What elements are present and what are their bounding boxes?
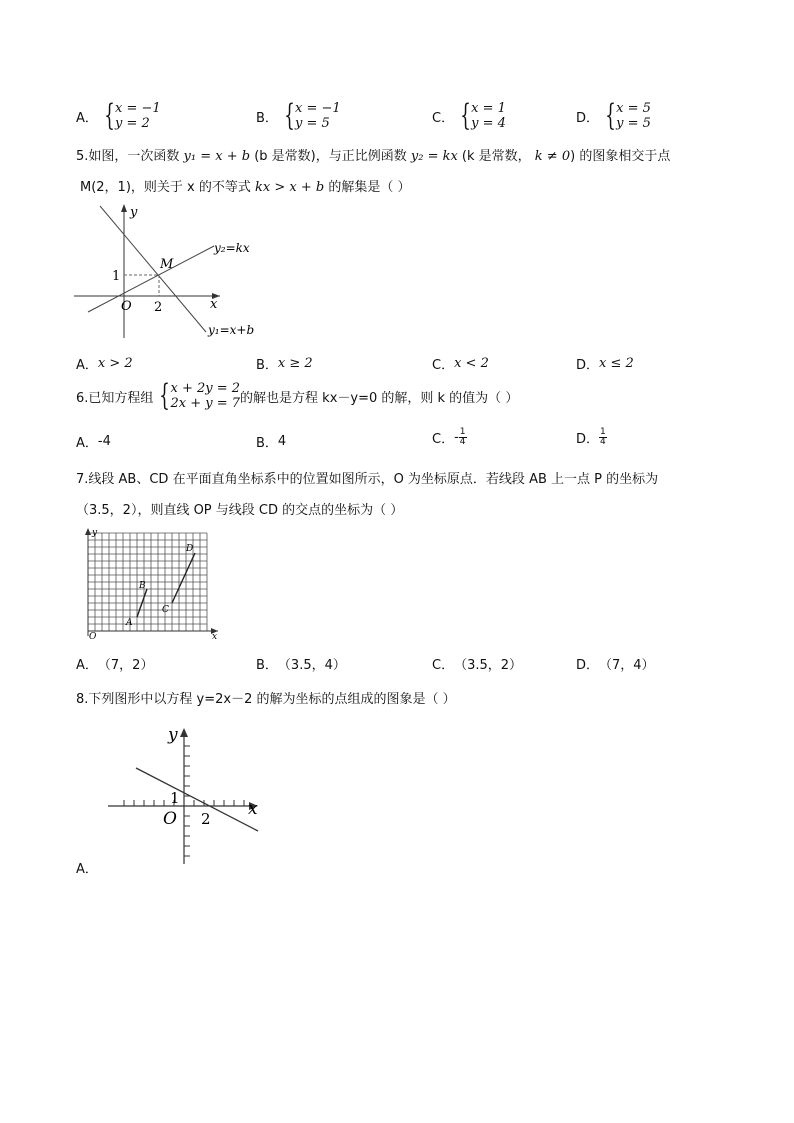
- option-label: A．: [76, 110, 98, 126]
- tick-x-label: 2: [201, 810, 211, 828]
- equation: 2x + y = 7: [170, 396, 241, 411]
- tick-y-label: 1: [170, 789, 180, 807]
- origin-label: O: [89, 632, 97, 642]
- q6-option-a[interactable]: A． -4: [76, 434, 111, 451]
- point-a-label: A: [126, 618, 133, 628]
- equation: y = 4: [471, 116, 506, 131]
- q4-option-c[interactable]: [432, 98, 506, 133]
- q7-stem-line1: 7.线段 AB、CD 在平面直角坐标系中的位置如图所示，O 为坐标原点．若线段 AB 上一点 P 的坐标为: [76, 472, 659, 487]
- point-c-label: C: [162, 605, 169, 615]
- equation: x + 2y = 2: [170, 381, 241, 396]
- equation: y = 5: [295, 116, 330, 131]
- q7-figure: [76, 526, 226, 644]
- y-axis-label: y: [92, 528, 98, 538]
- q7-option-d[interactable]: D． （7，4）: [576, 658, 655, 673]
- equation: x = −1: [295, 101, 341, 116]
- q5-option-c[interactable]: C． x < 2: [432, 356, 489, 373]
- q5-option-d[interactable]: D． x ≤ 2: [576, 356, 634, 373]
- brace-icon: {: [104, 98, 115, 133]
- q8-stem: 8.下列图形中以方程 y=2x－2 的解为坐标的点组成的图象是（ ）: [76, 692, 456, 707]
- q4-option-a[interactable]: [76, 98, 161, 133]
- y-axis-label: y: [168, 725, 178, 745]
- point-m-label: M: [160, 257, 174, 272]
- graph-line: [136, 768, 258, 831]
- equation: y = 5: [616, 116, 651, 131]
- q5-stem-line1: 5.如图，一次函数 y₁ = x + b (b 是常数)，与正比例函数 y₂ = kx (k 是常数， k ≠ 0) 的图象相交于点: [76, 149, 671, 164]
- q6-stem: 6.已知方程组 { x + 2y = 2 2x + y = 7 的解也是方程 kx－y=0 的解，则 k 的值为（ ）: [76, 378, 519, 413]
- equation: x = 1: [471, 101, 506, 116]
- q7-option-a[interactable]: A． （7，2）: [76, 658, 154, 673]
- brace-icon: {: [159, 378, 171, 413]
- line-y1-label: y₁=x+b: [208, 323, 255, 337]
- tick-y-label: 1: [112, 269, 121, 284]
- origin-label: O: [163, 809, 177, 829]
- arrow-up-icon: [85, 528, 91, 535]
- tick-x-label: 2: [154, 300, 163, 315]
- equation: y = 2: [115, 116, 150, 131]
- equation: x = 5: [616, 101, 651, 116]
- q5-figure: [70, 198, 270, 346]
- point-b-label: B: [139, 581, 146, 591]
- arrow-up-icon: [180, 728, 188, 737]
- q5-option-b[interactable]: B． x ≥ 2: [256, 356, 313, 373]
- option-label: B．: [256, 110, 278, 126]
- q7-option-c[interactable]: C． （3.5，2）: [432, 658, 523, 673]
- origin-label: O: [121, 299, 132, 314]
- fraction: $\frac{1}{4}$: [600, 427, 606, 447]
- q5-stem-line2: M(2，1)，则关于 x 的不等式 kx > x + b 的解集是（ ）: [80, 180, 411, 195]
- q6-option-d[interactable]: D． $\frac{1}{4}$: [576, 427, 606, 447]
- line-y2-label: y₂=kx: [214, 241, 250, 255]
- x-axis-label: x: [210, 297, 218, 312]
- q8-option-a[interactable]: A．: [76, 862, 98, 877]
- q5-option-a[interactable]: A． x > 2: [76, 356, 133, 373]
- option-label: D．: [576, 110, 600, 126]
- option-label: C．: [432, 110, 455, 126]
- brace-icon: {: [460, 98, 471, 133]
- q8-figure: [100, 720, 270, 870]
- equation: x = −1: [115, 101, 161, 116]
- x-axis-label: x: [248, 799, 258, 819]
- q7-option-b[interactable]: B． （3.5，4）: [256, 658, 346, 673]
- line-y2: [88, 246, 214, 312]
- y-axis-label: y: [130, 205, 138, 220]
- q6-option-c[interactable]: C． - $\frac{1}{4}$: [432, 427, 466, 447]
- brace-icon: {: [605, 98, 616, 133]
- q7-stem-line2: （3.5，2），则直线 OP 与线段 CD 的交点的坐标为（ ）: [76, 503, 404, 518]
- point-d-label: D: [186, 544, 194, 554]
- fraction: $\frac{1}{4}$: [459, 427, 466, 447]
- segment-cd: [172, 553, 195, 603]
- q6-option-b[interactable]: B． 4: [256, 434, 287, 451]
- arrow-up-icon: [121, 204, 127, 212]
- brace-icon: {: [284, 98, 295, 133]
- x-axis-label: x: [212, 632, 218, 642]
- q4-option-d[interactable]: [576, 98, 651, 133]
- q4-option-b[interactable]: [256, 98, 341, 133]
